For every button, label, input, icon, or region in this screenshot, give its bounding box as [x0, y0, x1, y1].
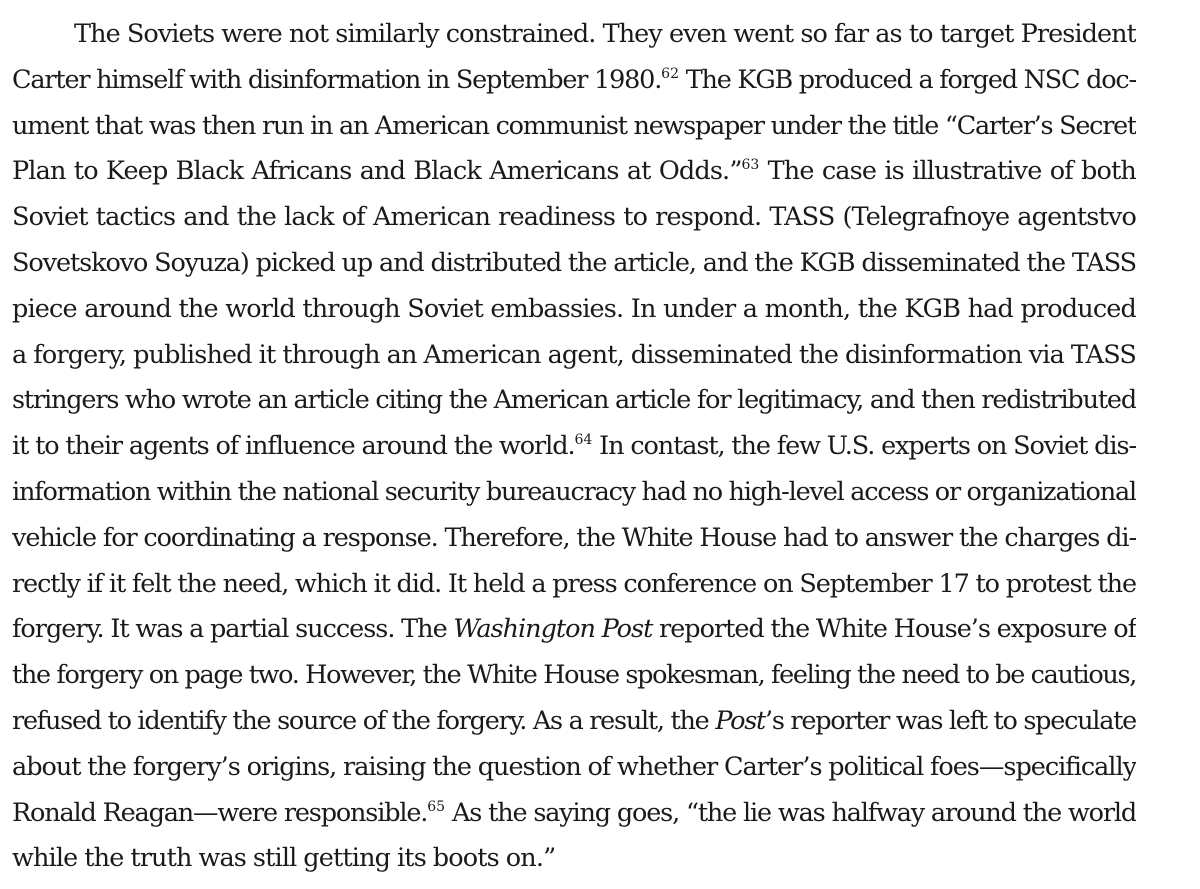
text-run: Carter himself with disinformation in September 1980. — [12, 64, 662, 95]
italic-title: Post — [715, 705, 766, 736]
text-run: rectly if it felt the need, which it did. It held a press conference on September 17 to protest the — [12, 568, 1136, 599]
text-run: refused to identify the source of the forgery. As a result, the — [12, 705, 716, 736]
text-line — [12, 241, 1136, 287]
text-line — [12, 287, 1136, 333]
footnote-marker: 63 — [741, 157, 760, 174]
italic-title: Washington Post — [453, 614, 653, 645]
text-run: ’s reporter was left to speculate — [765, 705, 1136, 736]
text-run: it to their agents of influence around the world. — [12, 431, 575, 462]
footnote-marker: 62 — [661, 65, 679, 82]
text-run: piece around the world through Soviet embassies. In under a month, the KGB had produced — [12, 293, 1136, 324]
text-line — [12, 424, 1136, 470]
text-line — [12, 104, 1136, 150]
text-line — [12, 653, 1136, 699]
text-run: The case is illustrative of both — [759, 156, 1136, 187]
text-run: the forgery on page two. However, the White House spokesman, feeling the need to be cautious, — [12, 660, 1136, 691]
text-line — [12, 516, 1136, 562]
text-run: reported the White House’s exposure of — [652, 614, 1136, 645]
text-line — [12, 195, 1136, 241]
text-line — [12, 58, 1136, 104]
footnote-marker: 64 — [574, 432, 593, 449]
text-run: a forgery, published it through an American agent, disseminated the disinformation via TASS — [12, 339, 1136, 370]
text-run: Sovetskovo Soyuza) picked up and distributed the article, and the KGB disseminated the TASS — [12, 247, 1136, 278]
text-run: Ronald Reagan—were responsible. — [12, 797, 428, 828]
text-run: The Soviets were not similarly constrained. They even went so far as to target President — [74, 19, 1136, 49]
text-run: forgery. It was a partial success. The — [12, 614, 454, 645]
text-line — [12, 149, 1136, 195]
text-line — [12, 699, 1136, 745]
text-run: vehicle for coordinating a response. Therefore, the White House had to answer the charges di- — [12, 522, 1136, 553]
text-run: In contast, the few U.S. experts on Soviet dis- — [592, 431, 1136, 462]
cutoff-previous-line — [12, 0, 1136, 6]
text-line — [12, 562, 1136, 608]
text-line — [12, 333, 1136, 379]
text-run: As the saying goes, “the lie was halfway around the world — [445, 797, 1136, 828]
text-run: about the forgery’s origins, raising the question of whether Carter’s political foes—specifically — [12, 751, 1136, 782]
body-paragraph — [12, 12, 1136, 882]
text-run: while the truth was still getting its boots on.” — [12, 843, 556, 874]
text-run: stringers who wrote an article citing the American article for legitimacy, and then redistributed — [12, 385, 1136, 416]
text-line — [12, 836, 1136, 882]
text-line — [12, 12, 1136, 58]
text-line — [12, 470, 1136, 516]
text-line — [12, 745, 1136, 791]
text-run: The KGB produced a forged NSC doc- — [679, 64, 1136, 95]
footnote-marker: 65 — [427, 798, 446, 815]
text-line — [12, 607, 1136, 653]
text-run: ument that was then run in an American communist newspaper under the title “Carter’s Secret — [12, 110, 1136, 141]
text-line — [12, 378, 1136, 424]
text-line — [12, 791, 1136, 837]
text-run: Plan to Keep Black Africans and Black Americans at Odds.” — [12, 156, 742, 187]
text-run: Soviet tactics and the lack of American readiness to respond. TASS (Telegrafnoye agentstvo — [12, 202, 1136, 233]
text-run: information within the national security bureaucracy had no high-level access or organizational — [12, 476, 1136, 507]
